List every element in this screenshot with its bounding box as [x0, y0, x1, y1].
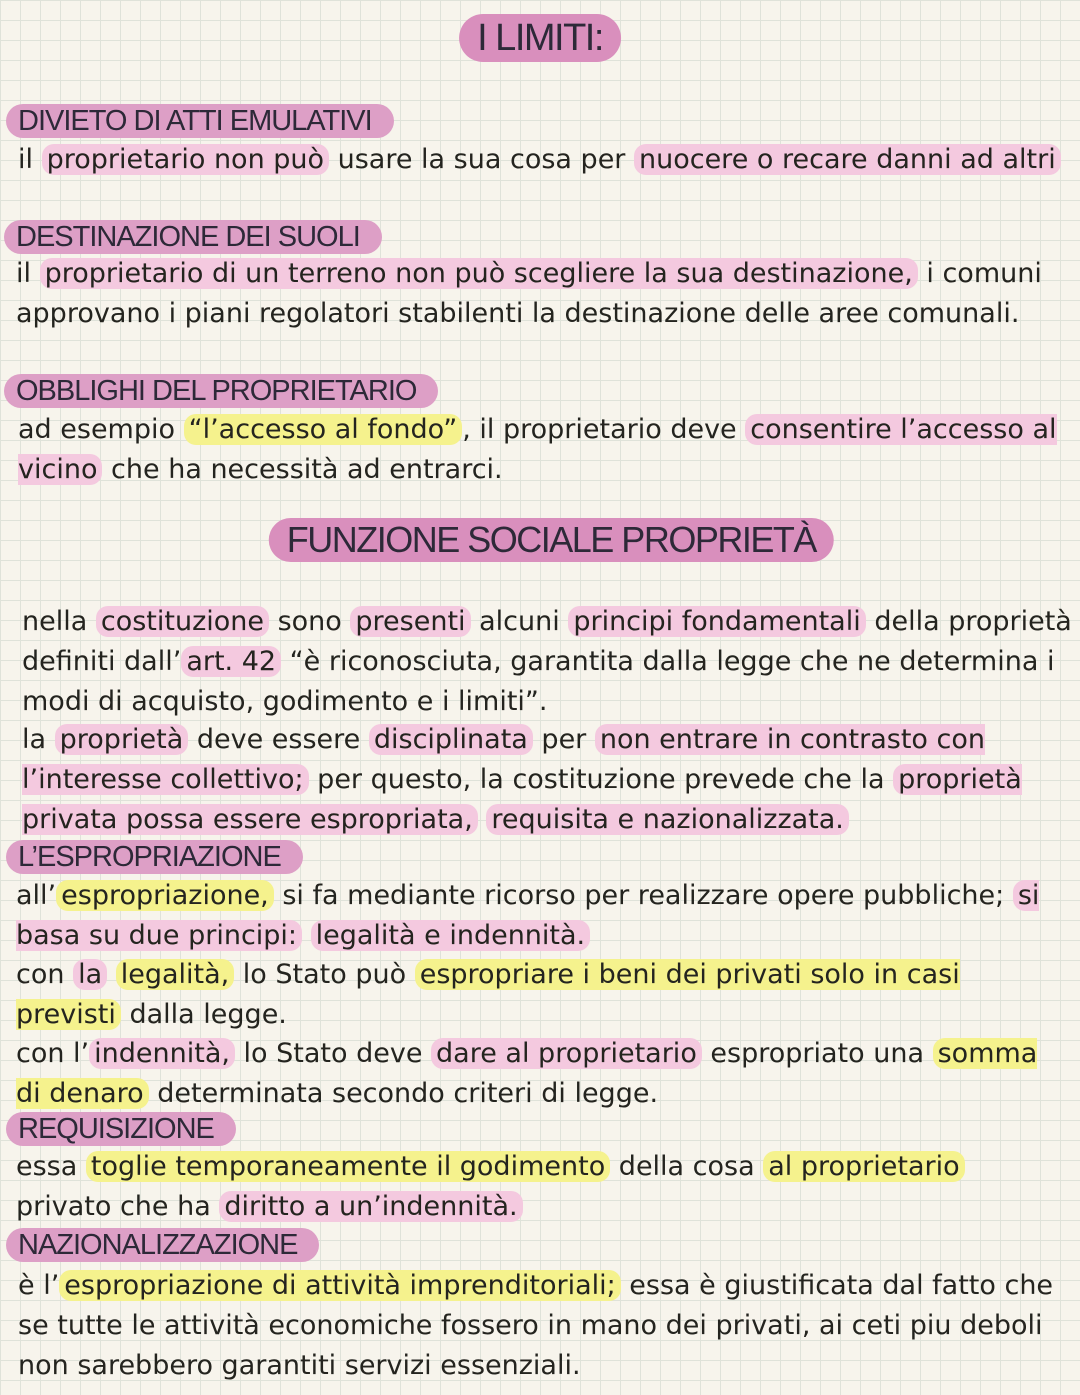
highlight-yellow: legalità, — [116, 959, 235, 990]
highlight-yellow: espropriazione di attività imprenditoriali; — [59, 1270, 620, 1301]
heading-nazionalizzazione: NAZIONALIZZAZIONE — [6, 1228, 319, 1262]
text-span: essa è giustificata dal fatto che se tutte le attività economiche fossero in mano dei privati, ai ceti piu deboli non sarebbero garantiti servizi essenziali. — [18, 1270, 1054, 1381]
text-span: con l’ — [16, 1038, 90, 1069]
paragraph-espropriazione — [16, 876, 1066, 956]
heading-obblighi-del-proprietario: OBBLIGHI DEL PROPRIETARIO — [4, 374, 438, 408]
text-span: dalla legge. — [120, 999, 287, 1030]
highlight-pink: la — [73, 959, 107, 990]
highlight-pink: consentire l’accesso al vicino — [18, 414, 1057, 485]
text-span: essa — [16, 1151, 86, 1182]
text-span: della cosa — [610, 1151, 764, 1182]
highlight-yellow: somma di denaro — [16, 1038, 1038, 1109]
highlight-pink: legalità e indennità. — [311, 920, 591, 951]
text-span: per questo, la costituzione prevede che la — [308, 764, 894, 795]
text-span: lo Stato può — [234, 959, 415, 990]
paragraph-indennita — [16, 1034, 1066, 1114]
highlight-pink: principi fondamentali — [568, 606, 865, 637]
highlight-yellow: espropriare i beni dei privati solo in casi previsti — [16, 959, 960, 1030]
text-span: la — [22, 724, 55, 755]
paragraph-destinazione — [16, 254, 1061, 334]
text-span: che ha necessità ad entrarci. — [102, 454, 503, 485]
text-span: il — [16, 258, 40, 289]
heading-espropriazione: L’ESPROPRIAZIONE — [6, 840, 303, 874]
text-span: espropriato una — [701, 1038, 933, 1069]
paragraph-obblighi — [18, 410, 1063, 490]
text-span: alcuni — [470, 606, 569, 637]
text-span — [302, 920, 311, 951]
highlight-pink: proprietario non può — [42, 144, 329, 175]
paragraph-costituzione — [22, 602, 1072, 722]
highlight-pink: art. 42 — [181, 646, 281, 677]
highlight-yellow: al proprietario — [763, 1151, 964, 1182]
paragraph-nazionalizzazione — [18, 1266, 1068, 1386]
highlight-pink: nuocere o recare danni ad altri — [634, 144, 1061, 175]
highlight-pink: costituzione — [96, 606, 269, 637]
text-span: il — [18, 144, 42, 175]
highlight-yellow: toglie temporaneamente il godimento — [86, 1151, 610, 1182]
text-span: , il proprietario deve — [462, 414, 746, 445]
text-span: all’ — [16, 880, 57, 911]
text-span: della proprietà definiti dall’ — [22, 606, 1072, 677]
highlight-pink: non entrare in contrasto con l’interesse collettivo; — [22, 724, 985, 795]
paragraph-interesse-collettivo — [22, 720, 1072, 840]
text-span: “è riconosciuta, garantita dalla legge che ne determina i modi di acquisto, godimento e i limiti”. — [22, 646, 1055, 717]
text-span: nella — [22, 606, 96, 637]
paragraph-divieto — [18, 140, 1063, 180]
text-span: privato che ha — [16, 1191, 220, 1222]
text-span: deve essere — [188, 724, 369, 755]
text-span: ad esempio — [18, 414, 184, 445]
text-span: usare la sua cosa per — [329, 144, 634, 175]
text-span: si fa mediante ricorso per realizzare opere pubbliche; — [273, 880, 1013, 911]
highlight-yellow: espropriazione, — [56, 880, 274, 911]
heading-divieto-atti-emulativi: DIVIETO DI ATTI EMULATIVI — [6, 104, 394, 138]
text-span: determinata secondo criteri di legge. — [148, 1078, 659, 1109]
heading-destinazione-dei-suoli: DESTINAZIONE DEI SUOLI — [4, 220, 382, 254]
highlight-yellow: “l’accesso al fondo” — [184, 414, 463, 445]
text-span: per — [532, 724, 595, 755]
highlight-pink: proprietario di un terreno non può scegliere la sua destinazione, — [40, 258, 918, 289]
text-span: con — [16, 959, 74, 990]
paragraph-requisizione — [16, 1147, 1066, 1227]
highlight-pink: disciplinata — [369, 724, 533, 755]
page-title: I LIMITI: — [459, 14, 621, 62]
text-span: è l’ — [18, 1270, 60, 1301]
paragraph-legalita — [16, 955, 1066, 1035]
highlight-pink: proprietà privata possa essere espropriata, — [22, 764, 1022, 835]
text-span: sono — [269, 606, 351, 637]
highlight-pink: presenti — [350, 606, 470, 637]
highlight-pink: requisita e nazionalizzata. — [486, 804, 848, 835]
highlight-pink: dare al proprietario — [431, 1038, 702, 1069]
text-span: lo Stato deve — [234, 1038, 432, 1069]
text-span: i comuni approvano i piani regolatori stabilenti la destinazione delle aree comunali. — [16, 258, 1042, 329]
highlight-pink: proprietà — [55, 724, 189, 755]
heading-requisizione: REQUISIZIONE — [6, 1112, 236, 1146]
section-title-funzione-sociale: FUNZIONE SOCIALE PROPRIETÀ — [269, 518, 834, 562]
highlight-pink: si basa su due principi: — [16, 880, 1040, 951]
highlight-pink: indennità, — [89, 1038, 235, 1069]
highlight-pink: diritto a un’indennità. — [219, 1191, 522, 1222]
